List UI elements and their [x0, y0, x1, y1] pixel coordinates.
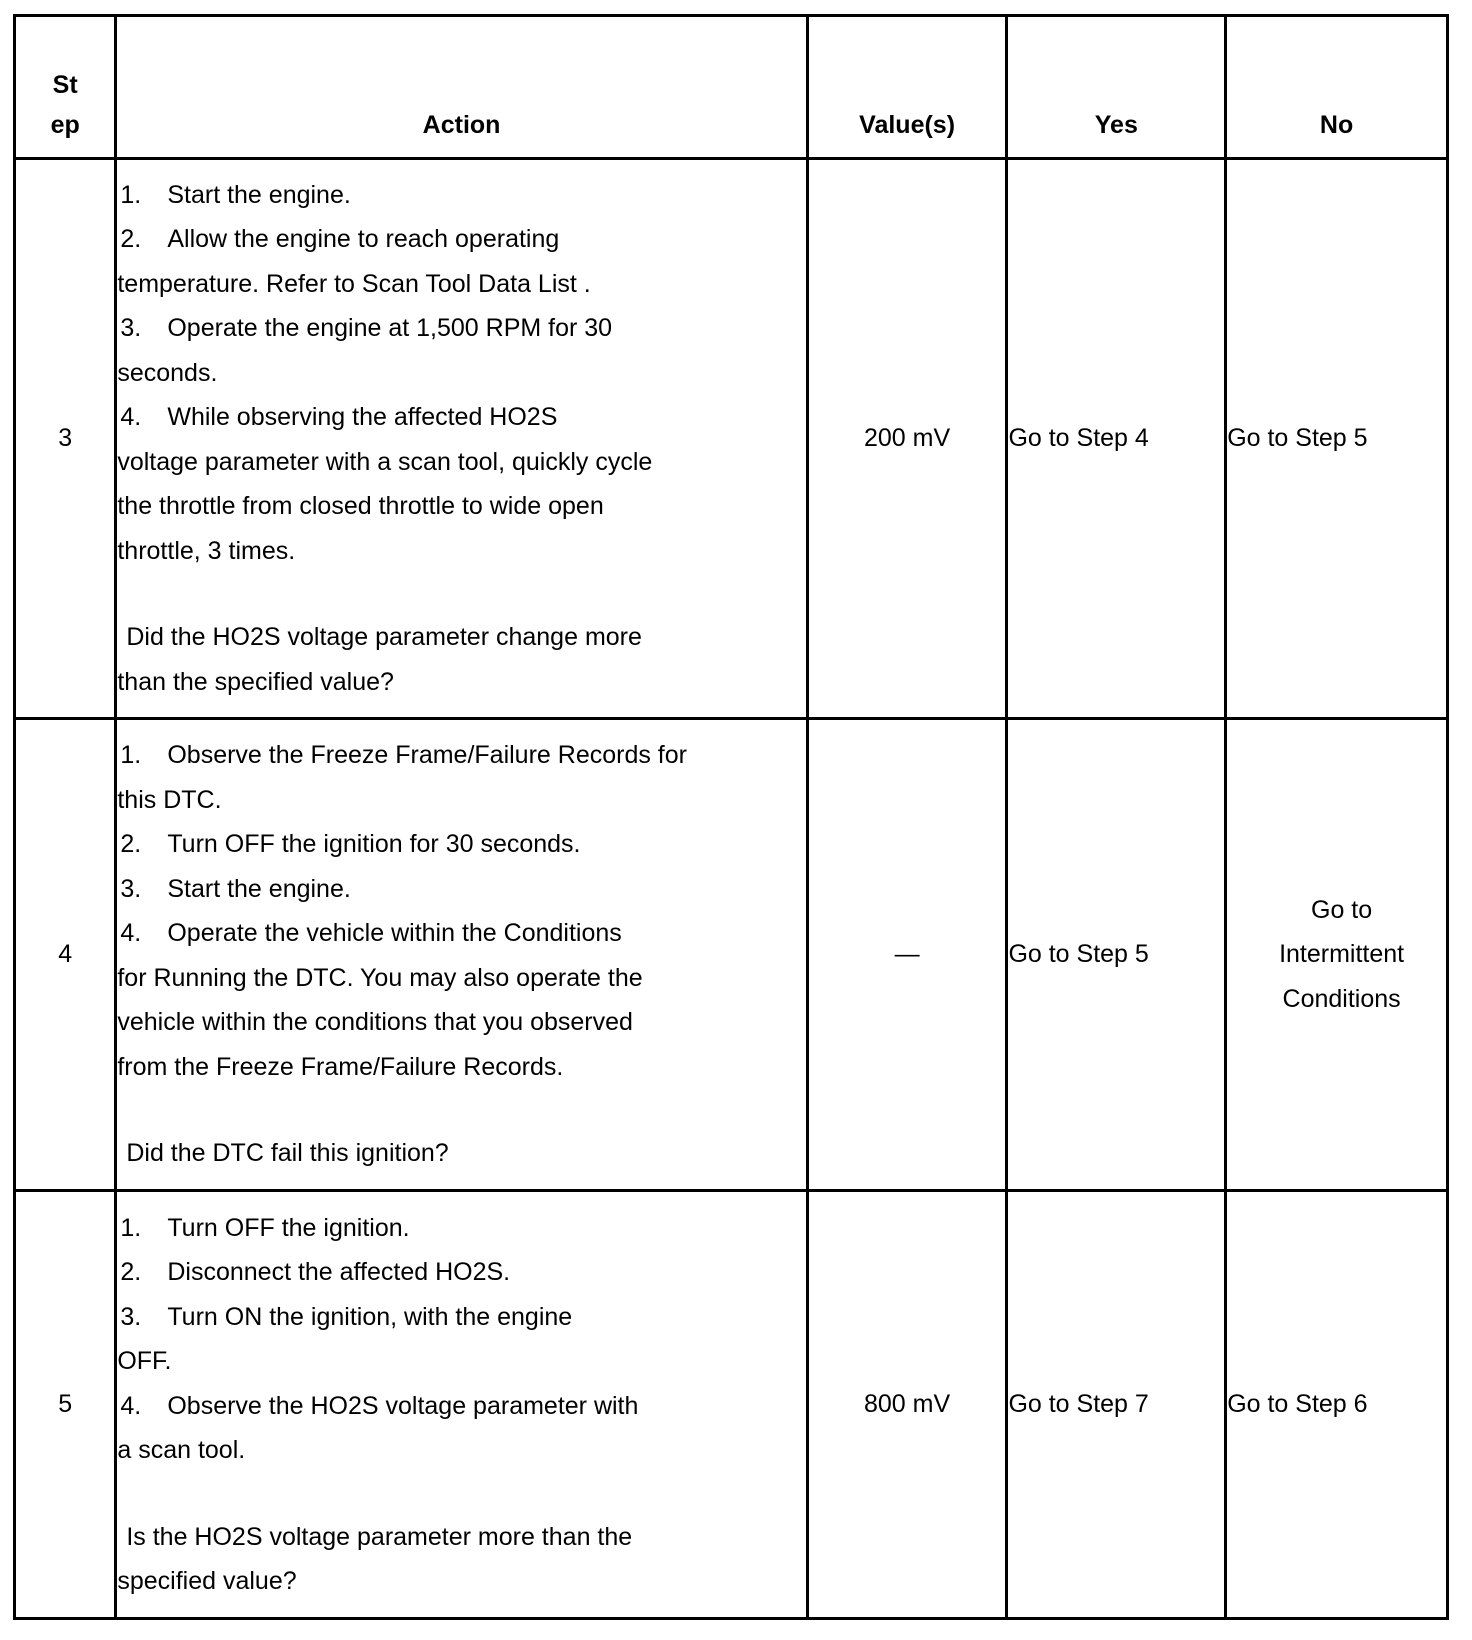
action-item: this DTC.: [117, 785, 222, 814]
no-line: Go to: [1311, 895, 1373, 924]
value-cell: —: [807, 719, 1007, 1191]
action-item: the throttle from closed throttle to wide open: [117, 492, 604, 521]
no-cell: Go to Step 6: [1226, 1191, 1448, 1619]
table-row: [15, 1191, 1448, 1619]
action-item: 1. Turn OFF the ignition.: [120, 1213, 410, 1242]
no-cell: Go to Step 5: [1226, 159, 1448, 719]
action-item: 4. Operate the vehicle within the Conditions: [120, 919, 622, 948]
action-item: throttle, 3 times.: [117, 536, 296, 565]
header-values: Value(s): [807, 16, 1007, 159]
table-row: [15, 719, 1448, 1191]
table-row: [15, 159, 1448, 719]
action-item: a scan tool.: [117, 1436, 246, 1464]
action-question-cont: than the specified value?: [117, 667, 394, 696]
step-number: 3: [15, 159, 116, 719]
header-no: No: [1226, 16, 1448, 159]
no-line: Conditions: [1282, 984, 1401, 1013]
action-item: 2. Allow the engine to reach operating: [120, 225, 560, 254]
header-step-line1: St: [52, 71, 78, 99]
value-cell: 800 mV: [807, 1191, 1007, 1619]
step-number: 5: [15, 1191, 116, 1619]
action-cell: [116, 1191, 807, 1619]
header-step-line2: ep: [50, 111, 80, 139]
action-item: 1. Observe the Freeze Frame/Failure Records for: [120, 741, 687, 770]
action-item: 3. Start the engine.: [120, 874, 351, 903]
step-number: 4: [15, 719, 116, 1191]
action-item: 4. While observing the affected HO2S: [120, 403, 558, 432]
action-item: for Running the DTC. You may also operate the: [117, 963, 643, 992]
action-item: 2. Disconnect the affected HO2S.: [120, 1258, 511, 1286]
action-item: from the Freeze Frame/Failure Records.: [117, 1052, 564, 1081]
action-item: 3. Operate the engine at 1,500 RPM for 30: [120, 314, 613, 343]
no-cell: [1226, 719, 1448, 1191]
value-cell: 200 mV: [807, 159, 1007, 719]
no-line: Intermittent: [1279, 940, 1405, 969]
action-question: Did the DTC fail this ignition?: [126, 1139, 449, 1168]
action-item: vehicle within the conditions that you observed: [117, 1008, 633, 1037]
action-cell: [116, 159, 807, 719]
header-step: [15, 16, 116, 159]
yes-cell: Go to Step 5: [1007, 719, 1226, 1191]
yes-cell: Go to Step 4: [1007, 159, 1226, 719]
action-question: Is the HO2S voltage parameter more than the: [126, 1522, 633, 1551]
action-item: temperature. Refer to Scan Tool Data List .: [117, 269, 591, 298]
action-item: 4. Observe the HO2S voltage parameter with: [120, 1391, 639, 1420]
action-item: OFF.: [117, 1347, 172, 1375]
header-action: Action: [116, 16, 807, 159]
action-cell: [116, 719, 807, 1191]
action-item: 3. Turn ON the ignition, with the engine: [120, 1302, 573, 1331]
header-row: [15, 16, 1448, 159]
action-item: 2. Turn OFF the ignition for 30 seconds.: [120, 830, 581, 859]
action-item: 1. Start the engine.: [120, 180, 351, 209]
action-question: Did the HO2S voltage parameter change more: [126, 623, 642, 652]
action-item: seconds.: [117, 358, 218, 387]
action-question-cont: specified value?: [117, 1567, 297, 1595]
diagnostic-table: [13, 14, 1449, 1620]
header-yes: Yes: [1007, 16, 1226, 159]
yes-cell: Go to Step 7: [1007, 1191, 1226, 1619]
action-item: voltage parameter with a scan tool, quickly cycle: [117, 447, 653, 476]
